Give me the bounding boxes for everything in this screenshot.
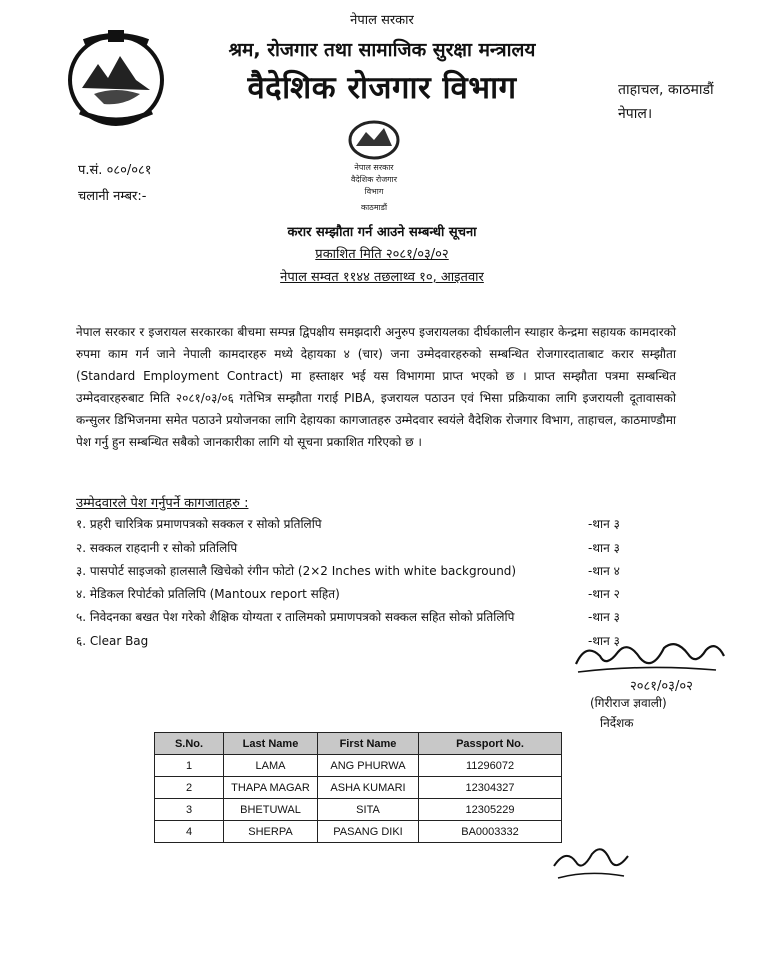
ps-number: प.सं. ०८०/०८१: [78, 163, 152, 178]
signatory-title: निर्देशक: [600, 716, 634, 730]
cell-sno: 1: [155, 755, 224, 777]
chalani-number: चलानी नम्बर:-: [78, 189, 147, 204]
director-signature: [566, 634, 756, 694]
address-line: नेपाल।: [618, 106, 653, 122]
requirements-title: उम्मेदवारले पेश गर्नुपर्ने कागजातहरु :: [76, 496, 249, 511]
cell-first-name: SITA: [318, 799, 419, 821]
column-header: S.No.: [155, 733, 224, 755]
address-line: ताहाचल, काठमाडौं: [618, 82, 714, 98]
cell-passport: 12304327: [419, 777, 562, 799]
stamp-line: काठमाडौं: [360, 203, 388, 212]
stamp-line: नेपाल सरकार: [354, 163, 394, 172]
requirement-item: २. सक्कल राहदानी र सोको प्रतिलिपि: [76, 541, 238, 555]
department-stamp: [326, 118, 422, 218]
candidate-table: [154, 732, 562, 843]
requirement-copies: -थान २: [588, 587, 620, 601]
cell-last-name: SHERPA: [224, 821, 318, 843]
requirement-copies: -थान ३: [588, 610, 620, 624]
cell-last-name: BHETUWAL: [224, 799, 318, 821]
notice-body: नेपाल सरकार र इजरायल सरकारका बीचमा सम्पन्न द्विपक्षीय समझदारी अनुरुप इजरायलका दीर्घकालीन स्याहार केन्द्रमा सहायक कामदारको रुपमा काम गर्न जाने नेपाली कामदारहरु मध्ये देहायका ४ (चार) जना उम्मेदवारहरुको सम्बन्धित रोजगारदाताबाट करार सम्झौता (Standard Employment Contract) मा हस्ताक्षर भई यस विभागमा प्राप्त भएको छ । प्राप्त सम्झौता पत्रमा सम्बन्धित उम्मेदवारहरुबाट मिति २०८१/०३/०६ गतेभित्र सम्झौता गराई PIBA, इजरायल पठाउन एवं भिसा प्रक्रियाका लागि इजरायली दूतावासको कन्सुलर डिभिजनमा समेत पठाउने प्रयोजनका लागि देहायका कागजातहरु उम्मेदवार स्वयंले वैदेशिक रोजगार विभाग, ताहाचल, काठमाण्डौमा पेश गर्नु हुन सम्बन्धित सबैको जानकारीका लागि यो सूचना प्रकाशित गरिएको छ ।: [76, 325, 676, 449]
cell-passport: 11296072: [419, 755, 562, 777]
cell-passport: 12305229: [419, 799, 562, 821]
cell-first-name: PASANG DIKI: [318, 821, 419, 843]
table-header-row: [155, 733, 562, 755]
requirement-copies: -थान ३: [588, 634, 620, 648]
government-name: नेपाल सरकार: [350, 13, 414, 28]
department-name: वैदेशिक रोजगार विभाग: [247, 70, 517, 106]
office-address: [618, 78, 714, 126]
published-date: प्रकाशित मिति २०८१/०३/०२: [315, 247, 449, 262]
reference-block: [78, 158, 152, 210]
cell-last-name: LAMA: [224, 755, 318, 777]
column-header: First Name: [318, 733, 419, 755]
requirement-item: ५. निवेदनका बखत पेश गरेको शैक्षिक योग्यता र तालिमको प्रमाणपत्रको सक्कल सहित सोको प्रतिलिपि: [76, 610, 515, 624]
requirement-copies: -थान ३: [588, 517, 620, 531]
ministry-name: श्रम, रोजगार तथा सामाजिक सुरक्षा मन्त्रालय: [228, 39, 536, 61]
nepal-sambat-date: नेपाल सम्वत ११४४ तछलाथ्व १०, आइतवार: [280, 270, 484, 285]
notice-title: करार सम्झौता गर्न आउने सम्बन्धी सूचना: [287, 225, 477, 240]
cell-first-name: ANG PHURWA: [318, 755, 419, 777]
cell-sno: 4: [155, 821, 224, 843]
cell-passport: BA0003332: [419, 821, 562, 843]
column-header: Passport No.: [419, 733, 562, 755]
stamp-line: वैदेशिक रोजगार: [350, 175, 398, 184]
column-header: Last Name: [224, 733, 318, 755]
table-row: [155, 777, 562, 799]
requirement-copies: -थान ३: [588, 541, 620, 555]
initials-signature: [548, 838, 638, 898]
table-row: [155, 821, 562, 843]
requirement-item: १. प्रहरी चारित्रिक प्रमाणपत्रको सक्कल र सोको प्रतिलिपि: [76, 517, 322, 531]
requirement-item: ३. पासपोर्ट साइजको हालसालै खिचेको रंगीन फोटो (2×2 Inches with white background): [76, 564, 517, 578]
signatory-name: (गिरीराज ज्ञवाली): [590, 696, 667, 710]
requirement-copies: -थान ४: [588, 564, 620, 578]
cell-sno: 2: [155, 777, 224, 799]
signature-date: २०८१/०३/०२: [630, 679, 693, 694]
cell-last-name: THAPA MAGAR: [224, 777, 318, 799]
cell-first-name: ASHA KUMARI: [318, 777, 419, 799]
requirement-item: ४. मेडिकल रिपोर्टको प्रतिलिपि (Mantoux report सहित): [76, 587, 340, 601]
requirement-item: ६. Clear Bag: [76, 634, 149, 648]
table-row: [155, 755, 562, 777]
table-row: [155, 799, 562, 821]
stamp-line: विभाग: [364, 187, 384, 196]
cell-sno: 3: [155, 799, 224, 821]
